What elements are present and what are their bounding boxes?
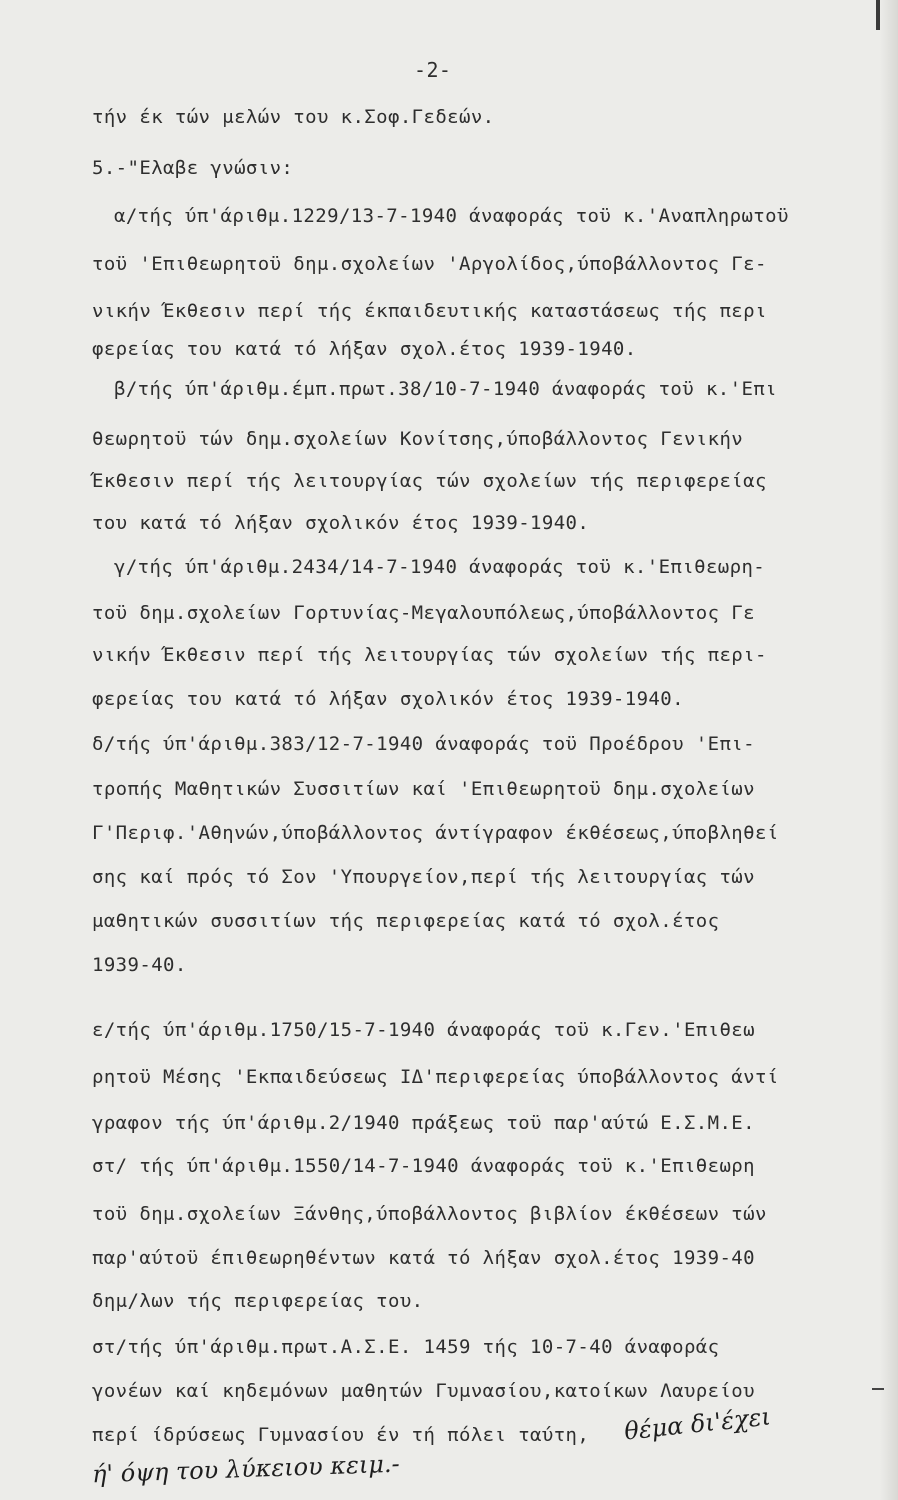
- item-c-line-1: γ/τής ύπ'άριθμ.2434/14-7-1940 άναφοράς τοϋ κ.'Επιθεωρη-: [114, 556, 766, 578]
- section-heading: 5.-"Ελαβε γνώσιν:: [92, 157, 294, 179]
- item-st-line-1: στ/ τής ύπ'άριθμ.1550/14-7-1940 άναφοράς τοϋ κ.'Επιθεωρη: [92, 1155, 755, 1177]
- item-e-line-3: γραφον τής ύπ'άριθμ.2/1940 πράξεως τοϋ παρ'αύτώ Ε.Σ.Μ.Ε.: [92, 1112, 755, 1134]
- item-d-line-2: τροπής Μαθητικών Συσσιτίων καί 'Επιθεωρητοϋ δημ.σχολείων: [92, 778, 755, 800]
- item-b-line-4: του κατά τό λήξαν σχολικόν έτος 1939-1940.: [92, 512, 590, 534]
- item-st2-line-1: στ/τής ύπ'άριθμ.πρωτ.Α.Σ.Ε. 1459 τής 10-7-40 άναφοράς: [92, 1336, 720, 1358]
- item-d-line-6: 1939-40.: [92, 954, 187, 976]
- page-number: -2-: [414, 58, 452, 82]
- item-e-line-1: ε/τής ύπ'άριθμ.1750/15-7-1940 άναφοράς τοϋ κ.Γεν.'Επιθεω: [92, 1019, 755, 1041]
- item-st2-line-2: γονέων καί κηδεμόνων μαθητών Γυμνασίου,κατοίκων Λαυρείου: [92, 1380, 755, 1402]
- item-d-line-3: Γ'Περιφ.'Αθηνών,ύποβάλλοντος άντίγραφον έκθέσεως,ύποβληθεί: [92, 822, 779, 844]
- item-b-line-1: β/τής ύπ'άριθμ.έμπ.πρωτ.38/10-7-1940 άναφοράς τοϋ κ.'Επι: [114, 378, 777, 400]
- item-c-line-2: τοϋ δημ.σχολείων Γορτυνίας-Μεγαλουπόλεως,ύποβάλλοντος Γε: [92, 602, 755, 624]
- margin-dash: [872, 1388, 884, 1390]
- handwritten-note-1: θέμα δι'έχει: [622, 1402, 772, 1446]
- scan-mark: [876, 0, 880, 30]
- item-d-line-5: μαθητικών συσσιτίων τής περιφερείας κατά τό σχολ.έτος: [92, 910, 720, 932]
- item-a-line-4: φερείας του κατά τό λήξαν σχολ.έτος 1939-1940.: [92, 338, 637, 360]
- item-c-line-3: νικήν Έκθεσιν περί τής λειτουργίας τών σχολείων τής περι-: [92, 644, 767, 666]
- handwritten-note-2: ή' όψη του λύκειου κειμ.-: [91, 1449, 401, 1489]
- page-edge-shadow: [880, 0, 898, 1500]
- item-e-line-2: ρητοϋ Μέσης 'Εκπαιδεύσεως ΙΔ'περιφερείας ύποβάλλοντος άντί: [92, 1066, 779, 1088]
- item-a-line-3: νικήν Έκθεσιν περί τής έκπαιδευτικής καταστάσεως τής περι: [92, 300, 767, 322]
- item-b-line-3: Έκθεσιν περί τής λειτουργίας τών σχολείων τής περιφερείας: [92, 470, 767, 492]
- item-d-line-4: σης καί πρός τό Σον 'Υπουργείον,περί τής λειτουργίας τών: [92, 866, 755, 888]
- item-st-line-4: δημ/λων τής περιφερείας του.: [92, 1290, 424, 1312]
- item-d-line-1: δ/τής ύπ'άριθμ.383/12-7-1940 άναφοράς τοϋ Προέδρου 'Επι-: [92, 733, 755, 755]
- item-b-line-2: θεωρητοϋ τών δημ.σχολείων Κονίτσης,ύποβάλλοντος Γενικήν: [92, 428, 744, 450]
- item-c-line-4: φερείας του κατά τό λήξαν σχολικόν έτος 1939-1940.: [92, 688, 684, 710]
- text-line-1: τήν έκ τών μελών του κ.Σοφ.Γεδεών.: [92, 106, 495, 128]
- item-a-line-2: τοϋ 'Επιθεωρητοϋ δημ.σχολείων 'Αργολίδος,ύποβάλλοντος Γε-: [92, 253, 767, 275]
- item-st-line-2: τοϋ δημ.σχολείων Ξάνθης,ύποβάλλοντος βιβλίον έκθέσεων τών: [92, 1203, 767, 1225]
- item-a-line-1: α/τής ύπ'άριθμ.1229/13-7-1940 άναφοράς τοϋ κ.'Αναπληρωτοϋ: [114, 205, 789, 227]
- item-st2-line-3: περί ίδρύσεως Γυμνασίου έν τή πόλει ταύτη,: [92, 1424, 590, 1446]
- item-st-line-3: παρ'αύτοϋ έπιθεωρηθέντων κατά τό λήξαν σχολ.έτος 1939-40: [92, 1247, 755, 1269]
